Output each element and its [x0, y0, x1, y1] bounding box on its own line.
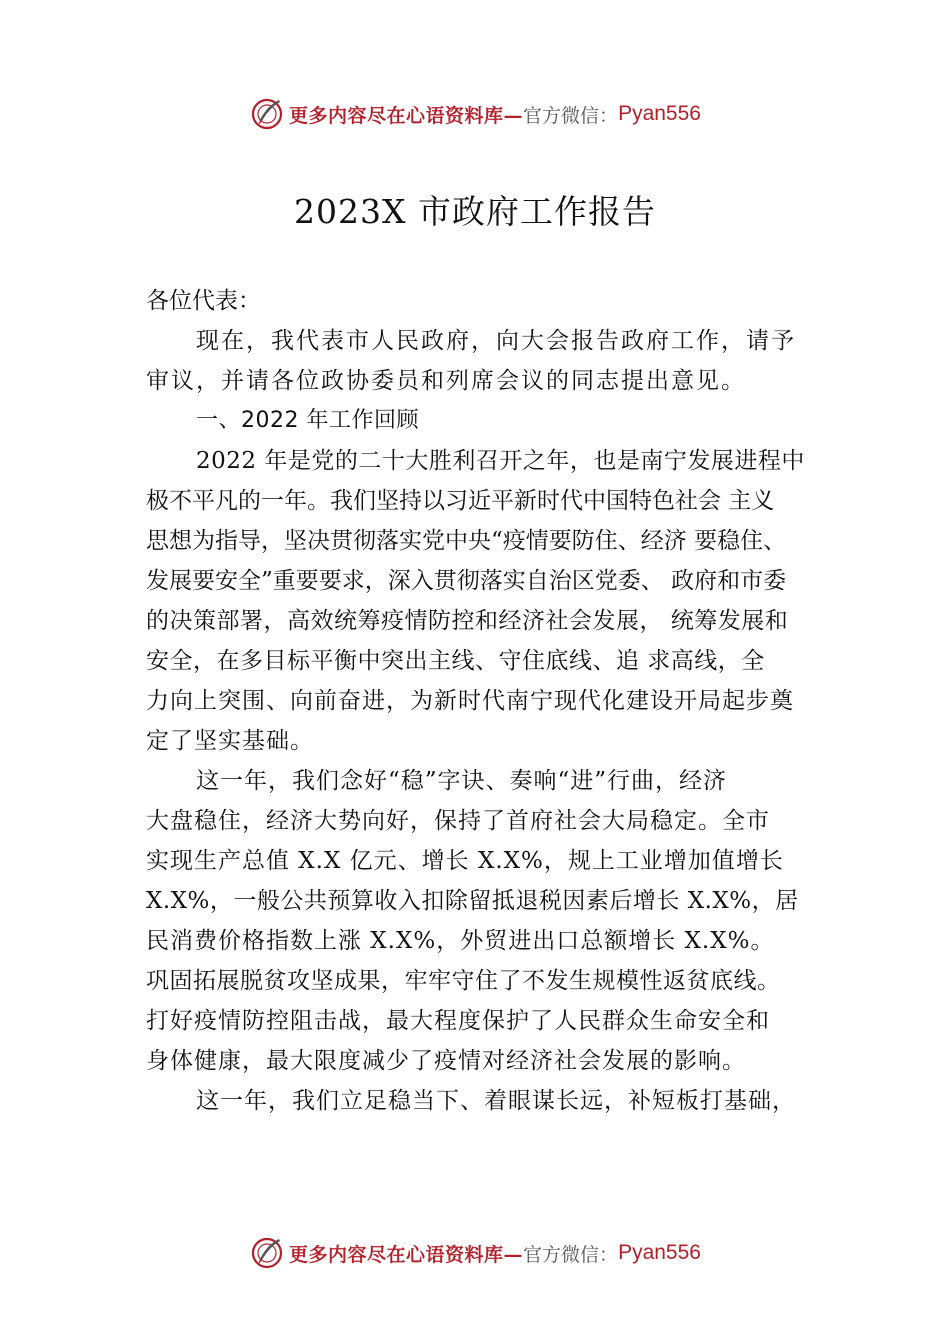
watermark-text: 更多内容尽在心语资料库— [289, 104, 524, 127]
watermark-text: 更多内容尽在心语资料库— [289, 1243, 524, 1266]
document-body [146, 281, 846, 1121]
section-heading: 一、2022 年工作回顾 [196, 408, 419, 433]
paragraph-line: 现在，我代表市人民政府，向大会报告政府工作，请予 [196, 328, 796, 354]
watermark-wechat-label: 官方微信： [523, 1243, 619, 1266]
paragraph-line: 审议，并请各位政协委员和列席会议的同志提出意见。 [146, 368, 746, 394]
paragraph-line: 2022 年是党的二十大胜利召开之年，也是南宁发展进程中 [196, 448, 805, 474]
salutation: 各位代表： [146, 288, 261, 314]
watermark-wechat-id: Pyan556 [618, 1241, 701, 1264]
paragraph-line: 力向上突围、向前奋进，为新时代南宁现代化建设开局起步奠 [146, 688, 794, 714]
quill-logo-icon [249, 96, 285, 132]
paragraph-line: 发展要安全”重要要求，深入贯彻落实自治区党委、 政府和市委 [146, 568, 787, 594]
document-title: 2023X 市政府工作报告 [294, 192, 656, 231]
paragraph-line: 巩固拓展脱贫攻坚成果，牢牢守住了不发生规模性返贫底线。 [146, 968, 781, 994]
paragraph-line: 安全，在多目标平衡中突出主线、守住底线、追 求高线，全 [146, 648, 765, 674]
paragraph-line: 这一年，我们立足稳当下、着眼谋长远，补短板打基础， [196, 1088, 796, 1114]
watermark-wechat-id: Pyan556 [618, 102, 701, 125]
paragraph-line: 的决策部署，高效统筹疫情防控和经济社会发展， 统筹发展和 [146, 608, 789, 634]
watermark-banner-bottom [0, 1233, 950, 1273]
paragraph-line: X.X%，一般公共预算收入扣除留抵退税因素后增长 X.X%，居 [146, 888, 799, 914]
watermark-banner-top [0, 94, 950, 134]
paragraph-line: 定了坚实基础。 [146, 728, 314, 754]
paragraph-line: 民消费价格指数上涨 X.X%，外贸进出口总额增长 X.X%。 [146, 928, 775, 954]
paragraph-line: 实现生产总值 X.X 亿元、增长 X.X%，规上工业增加值增长 [146, 848, 784, 874]
paragraph-line: 大盘稳住，经济大势向好，保持了首府社会大局稳定。全市 [146, 808, 770, 834]
paragraph-line: 极不平凡的一年。我们坚持以习近平新时代中国特色社会 主义 [146, 488, 775, 514]
quill-logo-icon [249, 1235, 285, 1271]
paragraph-line: 思想为指导，坚决贯彻落实党中央“疫情要防住、经济 要稳住、 [146, 528, 787, 554]
paragraph-line: 打好疫情防控阻击战，最大程度保护了人民群众生命安全和 [146, 1008, 770, 1034]
paragraph-line: 身体健康，最大限度减少了疫情对经济社会发展的影响。 [146, 1048, 746, 1074]
watermark-wechat-label: 官方微信： [523, 104, 619, 127]
paragraph-line: 这一年，我们念好“稳”字诀、奏响“进”行曲，经济 [196, 768, 728, 794]
